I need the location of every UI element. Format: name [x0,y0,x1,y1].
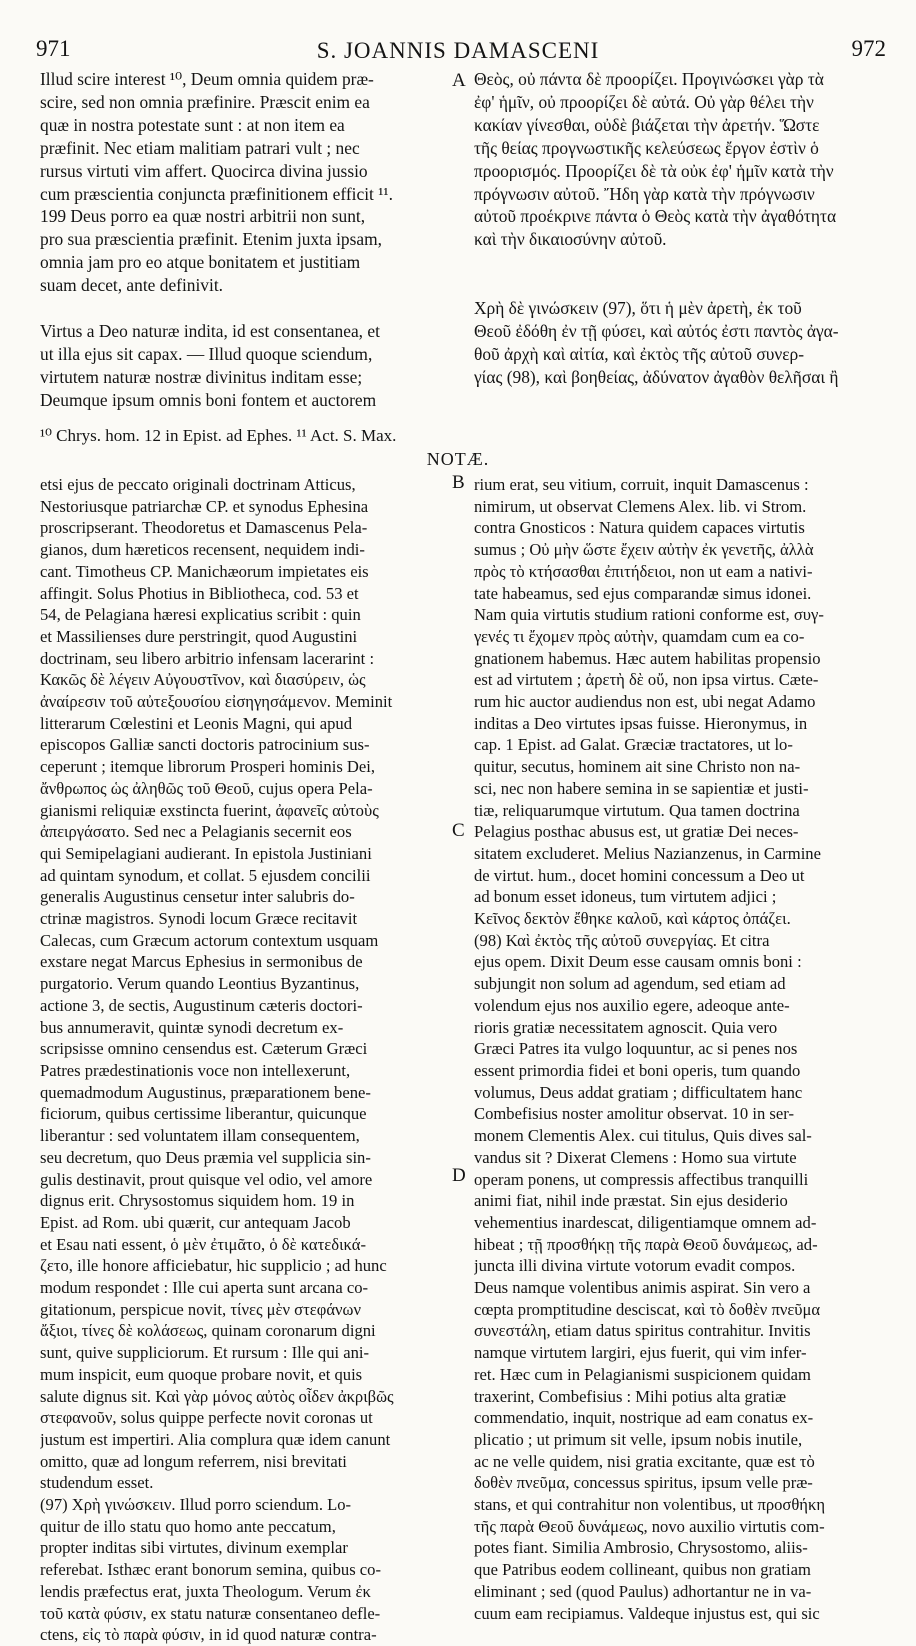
greek-text-line: Θεοῦ ἐδόθη ἐν τῇ φύσει, καὶ αὐτός ἐστι παντὸς ἀγα- [474,320,839,341]
note-line: sci, nec non habere semina in se sapientiæ et justi- [474,778,809,798]
greek-text-line: προορισμός. Προορίζει δὲ τὰ οὐκ ἐφ' ἡμῖν κατὰ τὴν [474,160,834,181]
latin-text-line: scire, sed non omnia præfinire. Præscit enim ea [40,91,370,112]
latin-text-line: Illud scire interest ¹⁰, Deum omnia quidem præ- [40,69,374,89]
note-line: volendum ejus nos auxilio egere, adeoque ante- [474,995,790,1015]
note-line: cant. Timotheus CP. Manichæorum impietates eis [40,561,369,581]
note-line: eliminant ; sed (quod Paulus) adhortantur ne in va- [474,1581,812,1601]
note-line: gulis destinavit, prout quisque vel odio, vel amore [40,1169,373,1189]
note-line: de virtut. hum., docet homini concessum a Deo ut [474,865,805,885]
note-line: ejus opem. Dixit Deum esse causam omnis boni : [474,952,802,972]
note-line: ἄξιοι, τίνες δὲ κολάσεως, quinam coronarum digni [40,1321,376,1341]
margin-letter-c: C [452,820,465,841]
note-line: ctens, εἰς τὸ παρὰ φύσιν, in id quod naturæ contra- [40,1625,377,1645]
note-line: que Patribus eodem collineant, quibus non gratiam [474,1560,811,1580]
note-line: ceperunt ; itemque librorum Prosperi hominis Dei, [40,757,376,777]
note-line: nimirum, ut observat Clemens Alex. lib. vi Strom. [474,496,807,516]
note-line: vandus sit ? Dixerat Clemens : Homo sua virtute [474,1147,797,1167]
note-line: studendum esset. [40,1473,154,1493]
note-line: qui Semipelagiani audierant. In epistola Justiniani [40,843,372,863]
latin-text-line: 199 Deus porro ea quæ nostri arbitrii non sunt, [40,206,366,227]
note-line: ἀναίρεσιν τοῦ αὐτεξουσίου εἰσηγησάμενον. Meminit [40,692,393,712]
note-line: commendatio, inquit, nostrique ad eam conatus ex- [474,1408,814,1428]
latin-text-line [40,297,450,320]
note-line: ἄνθρωπος ὡς ἀληθῶς τοῦ Θεοῦ, cujus opera Pela- [40,778,373,798]
note-line: πρὸς τὸ κτήσασθαι ἐπιτήδειοι, non ut eam a nativi- [474,561,813,581]
latin-text-column [40,68,450,412]
note-line: sumus ; Οὐ μὴν ὥστε ἔχειν αὐτὴν ἐκ γενετῆς, ἀλλὰ [474,540,814,560]
note-line: gitationum, perspicue novit, τίνες μὲν στεφάνων [40,1299,361,1319]
note-line: rioris gratiæ necessitatem agnoscit. Quia vero [474,1017,778,1037]
note-line: Epist. ad Rom. ubi quærit, cur antequam Jacob [40,1212,351,1232]
note-line: etsi ejus de peccato originali doctrinam Atticus, [40,475,356,494]
note-line: generalis Augustinus censetur inter salubris do- [40,887,355,907]
note-line: δοθὲν πνεῦμα, concessus spiritus, ipsum velle præ- [474,1473,813,1493]
footnotes: ¹⁰ Chrys. hom. 12 in Epist. ad Ephes. ¹¹ Act. S. Max. [40,426,397,445]
note-line: cœpta promptitudine desciscat, καὶ τὸ δοθὲν πνεῦμα [474,1299,821,1319]
note-line: cuum eam recipiamus. Valdeque injustus est, qui sic [474,1603,820,1623]
note-line: tate habeamus, sed ejus comparandæ simus idonei. [474,583,812,603]
greek-text-line: ἐφ' ἡμῖν, οὐ προορίζει δὲ αὐτά. Οὐ γὰρ θέλει τὴν [474,91,814,112]
note-line: vehementius inardescat, diligentiamque omnem ad- [474,1212,817,1232]
note-line: traxerint, Combefisius : Mihi potius alta gratiæ [474,1386,787,1406]
note-line: justum est impertiri. Alia complura quæ idem canunt [40,1429,391,1449]
latin-text-line: quæ in nostra potestate sunt : at non item ea [40,114,345,135]
greek-text-line: πρόγνωσιν αὐτοῦ. Ἤδη γὰρ κατὰ τὴν πρόγνωσιν [474,183,815,204]
note-line: actione 3, de sectis, Augustinum cæteris doctori- [40,995,363,1015]
note-line: monem Clementis Alex. cui titulus, Quis dives sal- [474,1126,812,1146]
note-line: τῆς παρὰ Θεοῦ δυνάμεως, novo auxilio virtutis com- [474,1516,825,1536]
note-line: Κεῖνος δεκτὸν ἔθηκε καλοῦ, καὶ κάρτος ὀπάζει. [474,909,791,929]
note-line: quitur, secutus, hominem ait sine Christo non na- [474,757,801,777]
latin-text-line: ut illa ejus sit capax. — Illud quoque sciendum, [40,343,373,364]
note-line: (97) Χρὴ γινώσκειν. Illud porro sciendum. Lo- [40,1495,352,1515]
greek-text-column [474,68,884,389]
note-line: hibeat ; τῇ προσθήκῃ τῆς παρὰ Θεοῦ δυνάμεως, ad- [474,1234,818,1254]
note-line: rum hic auctor audiendus non est, ubi negat Adamo [474,692,816,712]
note-line: ζετο, ille honore afficiebatur, hic supplicio ; ad hunc [40,1256,387,1276]
latin-text-line: rursus virtuti vim affert. Quocirca divina jussio [40,160,368,181]
note-line: lendis præfectus erat, juxta Theologum. Verum ἐκ [40,1581,371,1601]
note-line: et Massilienses dure perstringit, quod Augustini [40,626,358,646]
greek-text-line: τῆς θείας προγνωστικῆς κελεύσεως ἔργον ἐστὶν ὁ [474,137,819,158]
latin-text-line: cum præscientia conjuncta præfinitionem efficit ¹¹. [40,183,393,204]
notes-left-column [40,474,450,1646]
page-title: S. JOANNIS DAMASCENI [316,38,600,63]
note-line: ficiorum, quibus certissime liberantur, quicunque [40,1104,367,1124]
note-line: Nam quia virtutis studium rationi conforme est, συγ- [474,605,824,625]
running-header [0,36,916,66]
note-line: modum respondet : Ille cui aperta sunt arcana co- [40,1278,369,1298]
greek-text-line: Θεὸς, οὐ πάντα δὲ προορίζει. Προγινώσκει γὰρ τὰ [474,69,824,89]
note-line: stans, et qui contrahitur non volentibus, ut προσθήκη [474,1495,826,1515]
note-line: essent primordia fidei et boni operis, tum quando [474,1060,801,1080]
note-line: gnationem habemus. Hæc autem habilitas propensio [474,648,821,668]
margin-letter-a: A [452,70,466,91]
note-line: contra Gnosticos : Natura quidem capaces virtutis [474,518,805,538]
latin-text-line: omnia jam pro eo atque bonitatem et justitiam [40,252,361,273]
note-line: Patres prædestinationis voce non intellexerunt, [40,1060,351,1080]
page-number-left: 971 [36,36,71,61]
note-line: animi fiat, nihil inde præstat. Sin ejus desiderio [474,1191,788,1211]
note-line: seu decretum, quo Deus præmia vel supplicia sin- [40,1147,371,1167]
note-line: Calecas, cum Græcum actorum contextum usquam [40,930,379,950]
greek-text-line: κακίαν γίνεσθαι, οὐδὲ βιάζεται τὴν ἀρετήν. Ὥστε [474,114,820,135]
note-line: gianos, dum hæreticos recensent, nequidem indi- [40,540,365,560]
latin-text-line: præfinit. Nec etiam malitiam patrari vult ; nec [40,137,360,158]
margin-letter-b: B [452,472,465,493]
latin-text-line: Deumque ipsum omnis boni fontem et auctorem [40,389,377,410]
note-line: inditas a Deo virtutes ipsas fuisse. Hieronymus, in [474,713,808,733]
note-line: 54, de Pelagiana hæresi explicatius scribit : quin [40,605,361,625]
note-line: est ad virtutem ; ἀρετὴ δὲ οὔ, non ipsa virtus. Cæte- [474,670,819,690]
note-line: ad bonum esset idoneus, tum virtutem adjici ; [474,887,777,907]
note-line: juncta illi divina virtute votorum evadit compos. [474,1256,796,1276]
note-line: (98) Καὶ ἐκτὸς τῆς αὐτοῦ συνεργίας. Et citra [474,930,770,950]
greek-text-line [474,251,884,274]
note-line: episcopos Galliæ sancti doctoris patrocinium sus- [40,735,370,755]
note-line: gianismi reliquiæ exstincta fuerint, ἀφανεῖς αὐτοὺς [40,800,379,820]
note-line: rium erat, seu vitium, corruit, inquit Damascenus : [474,475,809,494]
page-number-right: 972 [851,36,886,61]
note-line: bus annumeravit, quintæ synodi decretum ex- [40,1017,344,1037]
latin-text-line: suam decet, ante definivit. [40,275,224,296]
note-line: quemadmodum Augustinus, præparationem bene- [40,1082,371,1102]
note-line: liberantur : sed voluntatem illam consequentem, [40,1126,360,1146]
note-line: quitur de illo statu quo homo ante peccatum, [40,1516,336,1536]
greek-text-line: Χρὴ δὲ γινώσκειν (97), ὅτι ἡ μὲν ἀρετὴ, ἐκ τοῦ [474,298,802,319]
margin-letter-d: D [452,1165,466,1186]
note-line: γενές τι ἔχομεν πρὸς αὐτὴν, quamdam cum ea co- [474,626,805,646]
note-line: συνεστάλη, etiam datus spiritus contrahitur. Invitis [474,1321,811,1341]
latin-text-line: virtutem naturæ nostræ divinitus inditam esse; [40,366,363,387]
greek-text-line: καὶ τὴν δικαιοσύνην αὐτοῦ. [474,229,667,250]
note-line: plicatio ; ut primum sit velle, ipsum nobis inutile, [474,1429,803,1449]
note-line: Deus namque volentibus animis aspirat. Sin vero a [474,1278,811,1298]
latin-text-line: Virtus a Deo naturæ indita, id est consentanea, et [40,320,380,341]
note-line: dignus erit. Chrysostomus siquidem hom. 19 in [40,1191,355,1211]
note-line: Nestoriusque patriarchæ CP. et synodus Ephesina [40,496,369,516]
note-line: proscripserant. Theodoretus et Damascenus Pela- [40,518,368,538]
note-line: subjungit non solum ad agendum, sed etiam ad [474,974,786,994]
note-line: referebat. Isthæc erant bonorum semina, quibus co- [40,1560,381,1580]
greek-text-line: θοῦ ἀρχὴ καὶ αἰτία, καὶ ἐκτὸς τῆς αὐτοῦ συνερ- [474,343,804,364]
note-line: Græci Patres ita vulgo loquuntur, ac si penes nos [474,1039,798,1059]
note-line: ἀπειργάσατο. Sed nec a Pelagianis secernit eos [40,822,352,842]
note-line: Pelagius posthac abusus est, ut gratiæ Dei neces- [474,822,799,842]
note-line: omitto, quæ ad longum referrem, nisi brevitati [40,1451,347,1471]
greek-text-line: γίας (98), καὶ βοηθείας, ἀδύνατον ἀγαθὸν θελῆσαι ἢ [474,366,839,387]
note-line: τοῦ κατὰ φύσιν, ex statu naturæ consentaneo defle- [40,1603,381,1623]
note-line: sitatem excluderet. Melius Nazianzenus, in Carmine [474,843,821,863]
note-line: cap. 1 Epist. ad Galat. Græciæ tractatores, ut lo- [474,735,793,755]
note-line: volumus, Deus addat gratiam ; difficultatem hanc [474,1082,803,1102]
notae-heading: NOTÆ. [426,449,490,469]
greek-text-line: αὐτοῦ προέκρινε πάντα ὁ Θεὸς κατὰ τὴν ἀγαθότητα [474,206,837,227]
note-line: doctrinam, seu libero arbitrio infensam lacerarint : [40,648,375,668]
note-line: ad quintam synodum, et collat. 5 ejusdem concilii [40,865,371,885]
note-line: litterarum Cœlestini et Leonis Magni, qui apud [40,713,352,733]
greek-text-line [474,274,884,297]
note-line: ac ne velle quidem, nisi gratia excitante, quæ est τὸ [474,1451,815,1471]
note-line: operam ponens, ut compressis affectibus tranquilli [474,1169,809,1189]
note-line: mum inspicit, eum quoque probare novit, et quis [40,1364,363,1384]
note-line: purgatorio. Verum quando Leontius Byzantinus, [40,974,360,994]
note-line: sunt, quive suppliciorum. Et rursum : Ille qui ani- [40,1343,370,1363]
note-line: Κακῶς δὲ λέγειν Αὐγουστῖνον, καὶ διασύρειν, ὡς [40,670,366,690]
note-line: propter inditas sibi virtutes, divinum exemplar [40,1538,348,1558]
note-line: στεφανοῦν, solus quippe perfecte novit coronas ut [40,1408,373,1428]
note-line: et Esau nati essent, ὁ μὲν ἐτιμᾶτο, ὁ δὲ κατεδικά- [40,1234,366,1254]
note-line: ctrinæ magistros. Synodi locum Græce recitavit [40,909,358,929]
note-line: ret. Hæc cum in Pelagianismi suspicionem quidam [474,1364,811,1384]
note-line: Combefisius noster amolitur observat. 10 in ser- [474,1104,794,1124]
notes-right-column [474,474,886,1624]
note-line: exstare negat Marcus Ephesius in sermonibus de [40,952,363,972]
note-line: tiæ, reliquarumque virtutum. Qua tamen doctrina [474,800,800,820]
latin-text-line: pro sua præscientia præfinit. Etenim juxta ipsam, [40,229,382,250]
note-line: scripsisse omnino censendus est. Cæterum Græci [40,1039,368,1059]
note-line: salute dignus sit. Καὶ γὰρ μόνος αὐτὸς οἶδεν ἀκριβῶς [40,1386,394,1406]
note-line: affingit. Solus Photius in Bibliotheca, cod. 53 et [40,583,359,603]
note-line: potes fiant. Similia Ambrosio, Chrysostomo, aliis- [474,1538,808,1558]
note-line: namque virtutem largiri, ejus fuerit, qui vim infer- [474,1343,807,1363]
